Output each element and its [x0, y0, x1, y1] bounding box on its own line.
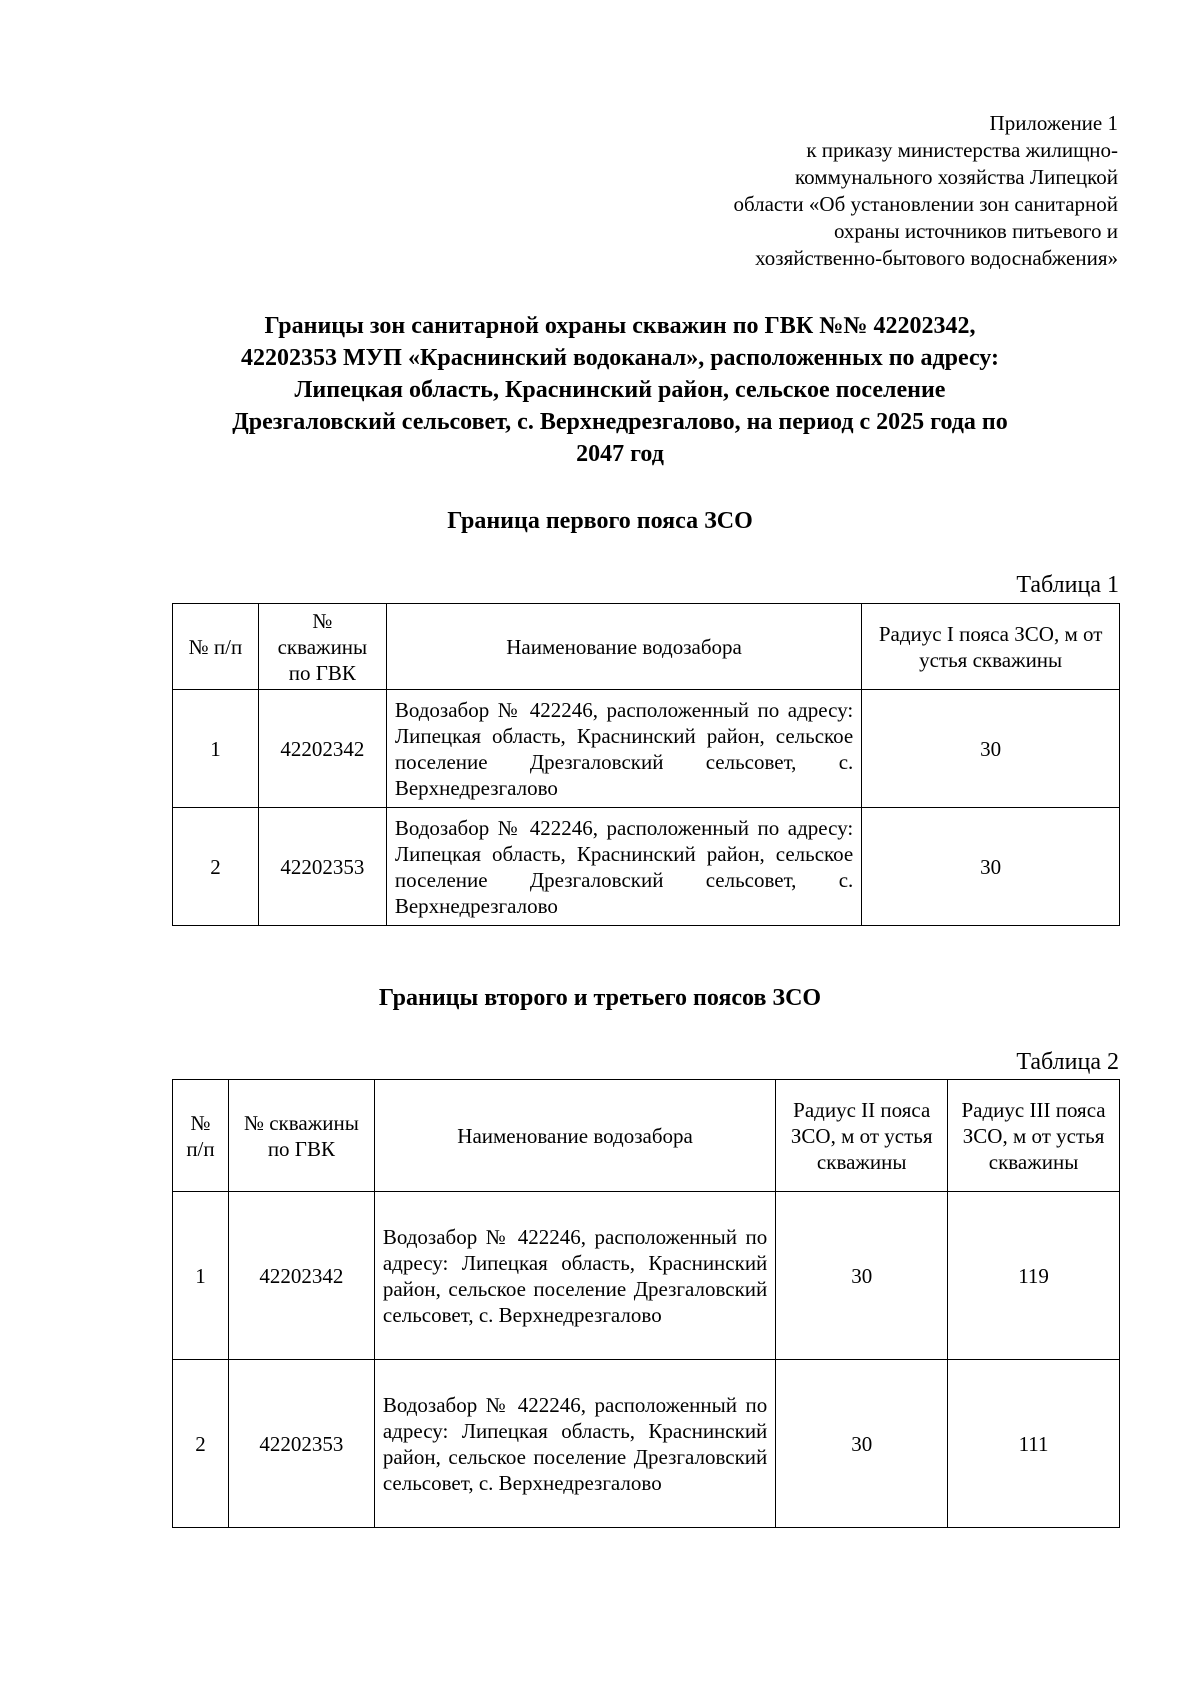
header-cell: № п/п	[173, 604, 259, 690]
title-line: Дрезгаловский сельсовет, с. Верхнедрезгалово, на период с 2025 года по	[232, 409, 1008, 435]
intake-name: Водозабор № 422246, расположенный по адресу: Липецкая область, Краснинский район, сельское поселение Дрезгаловский сельсовет, с. Верхнедрезгалово	[374, 1360, 775, 1528]
header-cell: Наименование водозабора	[386, 604, 861, 690]
appendix-line: коммунального хозяйства Липецкой	[795, 165, 1118, 189]
intake-name: Водозабор № 422246, расположенный по адресу: Липецкая область, Краснинский район, сельское поселение Дрезгаловский сельсовет, с. Верхнедрезгалово	[374, 1192, 775, 1360]
document-title	[150, 310, 1090, 470]
table-row	[173, 690, 1120, 808]
well-number: 42202342	[258, 690, 386, 808]
table-header-row	[173, 604, 1120, 690]
appendix-block	[558, 110, 1118, 272]
well-number: 42202353	[258, 808, 386, 926]
header-cell: Радиус III пояса ЗСО, м от устья скважины	[948, 1080, 1120, 1192]
row-number: 1	[173, 1192, 229, 1360]
header-cell: № п/п	[173, 1080, 229, 1192]
appendix-line: Приложение 1	[989, 111, 1118, 135]
row-number: 2	[173, 1360, 229, 1528]
appendix-line: области «Об установлении зон санитарной	[733, 192, 1118, 216]
well-number: 42202353	[228, 1360, 374, 1528]
row-number: 2	[173, 808, 259, 926]
table1	[172, 603, 1120, 926]
radius-2: 30	[776, 1360, 948, 1528]
radius-1: 30	[862, 808, 1120, 926]
table-row	[173, 1192, 1120, 1360]
title-line: Липецкая область, Краснинский район, сельское поселение	[294, 377, 946, 403]
table2	[172, 1079, 1120, 1528]
radius-1: 30	[862, 690, 1120, 808]
header-cell: Радиус II пояса ЗСО, м от устья скважины	[776, 1080, 948, 1192]
intake-name: Водозабор № 422246, расположенный по адресу: Липецкая область, Краснинский район, сельское поселение Дрезгаловский сельсовет, с. Верхнедрезгалово	[386, 808, 861, 926]
header-cell: Наименование водозабора	[374, 1080, 775, 1192]
radius-3: 111	[948, 1360, 1120, 1528]
title-line: Границы зон санитарной охраны скважин по ГВК №№ 42202342,	[264, 313, 976, 339]
header-cell: Радиус I пояса ЗСО, м от устья скважины	[862, 604, 1120, 690]
radius-3: 119	[948, 1192, 1120, 1360]
table-header-row	[173, 1080, 1120, 1192]
header-cell: № скважины по ГВК	[258, 604, 386, 690]
header-cell: № скважины по ГВК	[228, 1080, 374, 1192]
row-number: 1	[173, 690, 259, 808]
section2-heading: Границы второго и третьего поясов ЗСО	[378, 985, 822, 1011]
appendix-line: хозяйственно-бытового водоснабжения»	[755, 246, 1118, 270]
table1-caption: Таблица 1	[1016, 572, 1119, 598]
title-line: 42202353 МУП «Краснинский водоканал», расположенных по адресу:	[241, 345, 999, 371]
table2-caption: Таблица 2	[1016, 1049, 1119, 1075]
appendix-line: к приказу министерства жилищно-	[806, 138, 1118, 162]
table-row	[173, 808, 1120, 926]
section1-heading: Граница первого пояса ЗСО	[447, 508, 753, 534]
title-line: 2047 год	[576, 441, 664, 467]
appendix-line: охраны источников питьевого и	[833, 219, 1118, 243]
radius-2: 30	[776, 1192, 948, 1360]
well-number: 42202342	[228, 1192, 374, 1360]
intake-name: Водозабор № 422246, расположенный по адресу: Липецкая область, Краснинский район, сельское поселение Дрезгаловский сельсовет, с. Верхнедрезгалово	[386, 690, 861, 808]
table-row	[173, 1360, 1120, 1528]
